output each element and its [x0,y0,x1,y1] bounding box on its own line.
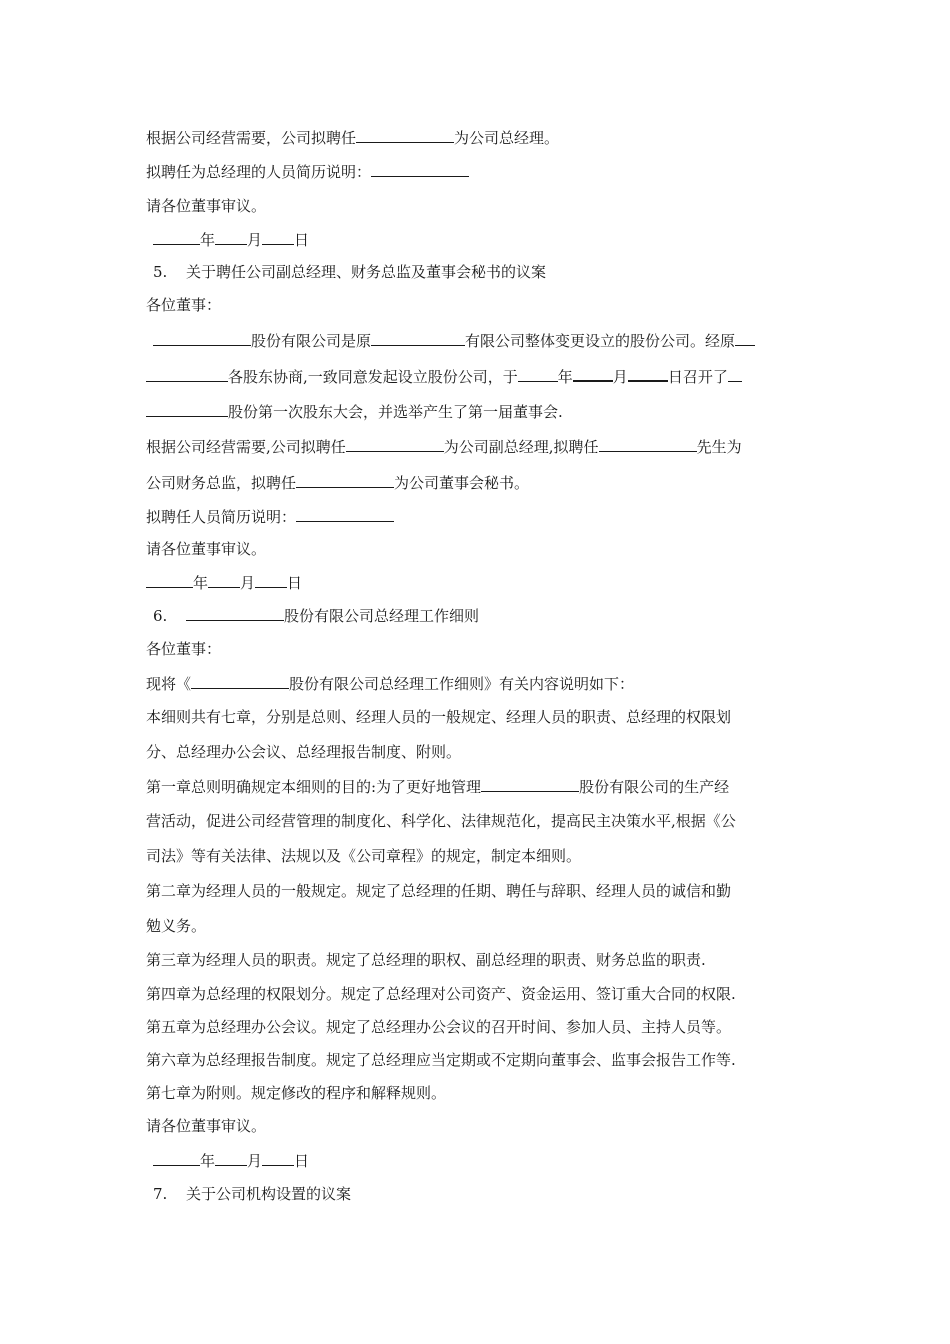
blank-field [296,506,394,522]
paragraph-appoint-officers-line2: 公司财务总监，拟聘任 为公司董事会秘书。 [146,474,530,492]
paragraph-gm-resume: 拟聘任为总经理的人员简历说明： [146,161,469,181]
paragraph-appoint-officers-line1: 根据公司经营需要,公司拟聘任 为公司副总经理,拟聘任 先生为 [146,438,742,456]
chapter2-line1: 第二章为经理人员的一般规定。规定了总经理的任期、聘任与辞职、经理人员的诚信和勤 [146,882,732,900]
blank-field [215,229,247,245]
paragraph-officers-resume: 拟聘任人员简历说明： [146,506,394,526]
blank-field [371,161,469,177]
greeting: 各位董事： [146,640,222,658]
chapter3-line: 第三章为经理人员的职责。规定了总经理的职权、副总经理的职责、财务总监的职责. [146,951,706,969]
blank-field [146,401,228,417]
paragraph-company-history-line3: 股份第一次股东大会，并选举产生了第一届董事会. [146,401,563,421]
chapter6-line: 第六章为总经理报告制度。规定了总经理应当定期或不定期向董事会、监事会报告工作等. [146,1051,736,1069]
paragraph-company-history-line2: 各股东协商,一致同意发起设立股份公司，于 年 月 日召开了 [146,365,742,385]
blank-field [728,366,742,382]
paragraph-appoint-gm: 根据公司经营需要，公司拟聘任 为公司总经理。 [146,129,560,147]
blank-field [153,1150,200,1166]
chapter1-line1: 第一章总则明确规定本细则的目的:为了更好地管理 股份有限公司的生产经 [146,778,730,796]
blank-field [215,1150,247,1166]
blank-field [346,436,444,452]
blank-field [186,605,284,621]
blank-field [255,572,287,588]
blank-field [599,436,697,452]
paragraph-company-history-line1: 股份有限公司是原 有限公司整体变更设立的股份公司。经原 [153,330,755,350]
chapter5-line: 第五章为总经理办公会议。规定了总经理办公会议的召开时间、参加人员、主持人员等。 [146,1018,732,1036]
review-request: 请各位董事审议。 [146,1117,267,1135]
chapter2-line2: 勉义务。 [146,917,207,935]
chapter4-line: 第四章为总经理的权限划分。规定了总经理对公司资产、资金运用、签订重大合同的权限. [146,985,736,1003]
blank-field [356,127,454,143]
chapter1-line2: 营活动，促进公司经营管理的制度化、科学化、法律规范化，提高民主决策水平,根据《公 [146,812,736,830]
section-heading-5: 5. 关于聘任公司副总经理、财务总监及董事会秘书的议案 [153,263,547,281]
paragraph-chapters-line2: 分、总经理办公会议、总经理报告制度、附则。 [146,743,462,761]
blank-field [735,330,755,346]
greeting: 各位董事： [146,296,222,314]
review-request: 请各位董事审议。 [146,540,267,558]
blank-field [146,572,193,588]
blank-field [153,229,200,245]
blank-field [371,330,465,346]
blank-field [191,673,289,689]
chapter7-line: 第七章为附则。规定修改的程序和解释规则。 [146,1084,447,1102]
date-line: 年 月 日 [153,229,309,249]
blank-field [262,229,294,245]
blank-field [262,1150,294,1166]
blank-field [153,330,251,346]
chapter1-line3: 司法》等有关法律、法规以及《公司章程》的规定，制定本细则。 [146,847,582,865]
blank-field [573,365,613,382]
date-line: 年 月 日 [146,572,302,592]
blank-field [628,365,668,382]
section-heading-6: 6. 股份有限公司总经理工作细则 [153,607,480,625]
paragraph-chapters-line1: 本细则共有七章，分别是总则、经理人员的一般规定、经理人员的职责、总经理的权限划 [146,708,732,726]
paragraph-rules-intro: 现将《 股份有限公司总经理工作细则》有关内容说明如下： [146,675,635,693]
blank-field [208,572,240,588]
section-heading-7: 7. 关于公司机构设置的议案 [153,1185,352,1203]
date-line: 年 月 日 [153,1150,309,1170]
blank-field [518,366,558,382]
review-request: 请各位董事审议。 [146,197,267,215]
blank-field [296,472,394,488]
blank-field [481,776,579,792]
blank-field [146,366,228,382]
